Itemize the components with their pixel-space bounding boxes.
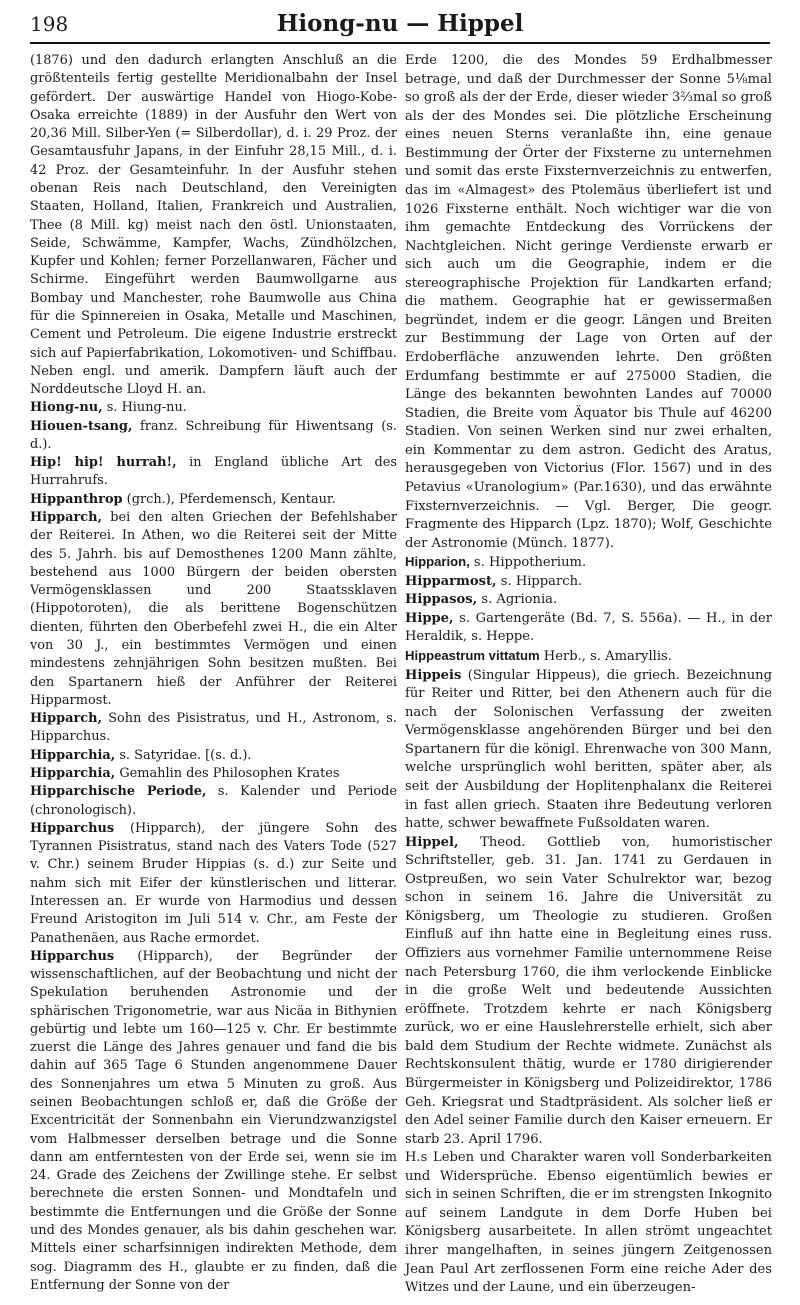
entry-text: (1876) und den dadurch erlangten Anschluß an die größtenteils fertig gestellte Meridionalbahn der Insel gefördert. Der auswärtige Handel von Hiogo-Kobe-Osaka erreichte (1889) in der Ausfuhr den Wert von 20,36 Mill. Silber-Yen (= Silberdollar), d. i. 29 Proz. der Gesamtausfuhr Japans, in der Einfuhr 28,15 Mill., d. i. 42 Proz. der Gesamteinfuhr. In der Ausfuhr stehen obenan Reis nach Deutschland, den Vereinigten Staaten, Holland, Italien, Frankreich und Australien, Thee (8 Mill. kg) meist nach den östl. Unionstaaten, Seide, Schwämme, Kampfer, Wachs, Zündhölzchen, Kupfer und Kohlen; ferner Porzellanwaren, Fächer und Schirme. Eingeführt werden Baumwollgarne aus Bombay und Manchester, rohe Baumwolle aus China für die Spinnereien in Osaka, Metalle und Maschinen, Cement und Petroleum. Die eigene Industrie erstreckt sich auf Papierfabrikation, Lokomotiven- und Schiffbau. Neben engl. und amerik. Dampfern läuft auch der Norddeutsche Lloyd H. an. (30, 53, 397, 398)
dictionary-entry (405, 610, 772, 647)
entry-headword: Hippe, (405, 610, 454, 626)
dictionary-entry (30, 52, 397, 399)
entry-headword: Hipparchia, (30, 765, 116, 781)
dictionary-entry (30, 747, 397, 765)
entry-headword: Hipparion, (405, 554, 470, 570)
entry-text: (Singular Hippeus), die griech. Bezeichnung für Reiter und Ritter, bei den Athenern auch für die nach der Solonischen Verfassung der zweiten Vermögensklasse angehörenden Bürger und bei den Spartanern für die königl. Ehrenwache von 300 Mann, welche ursprünglich wohl beritten, später aber, als seit der Ausbildung der Hoplitenphalanx die Reiterei in fast allen griech. Staaten ihre Bedeutung verloren hatte, schwer bewaffnete Fußsoldaten waren. (405, 667, 772, 832)
entry-headword: Hippasos, (405, 592, 478, 608)
entry-text: Sohn des Pisistratus, und H., Astronom, s. Hipparchus. (30, 711, 397, 745)
left-column (30, 52, 397, 1295)
entry-text: franz. Schreibung für Hiwentsang (s. d.). (30, 418, 397, 452)
dictionary-entry (30, 765, 397, 783)
entry-text: (grch.), Pferdemensch, Kentaur. (122, 491, 336, 507)
dictionary-entry (30, 509, 397, 710)
entry-text: Gemahlin des Philosophen Krates (115, 765, 340, 781)
dictionary-entry (405, 553, 772, 573)
entry-headword: Hippeastrum vittatum (405, 648, 540, 663)
entry-text: s. Gartengeräte (Bd. 7, S. 556a). — H., in der Heraldik, s. Heppe. (405, 610, 772, 645)
entry-text: Theod. Gottlieb von, humoristischer Schriftsteller, geb. 31. Jan. 1741 zu Gerdauen in Ostpreußen, wo sein Vater Schulrektor war, bezog schon in seinem 16. Jahre die Universität zu Königsberg, um Theologie zu studieren. Großen Einfluß auf ihn hatte eine in Begleitung eines russ. Offiziers aus vornehmer Familie unternommene Reise nach Petersburg 1760, die ihm verlockende Einblicke in die große Welt und bedeutende Aussichten eröffnete. Trotzdem kehrte er nach Königsberg zurück, wo er eine Hauslehrerstelle erhielt, sich aber bald dem Studium der Rechte widmete. Zunächst als Rechtskonsulent thätig, wurde er 1780 dirigierender Bürgermeister in Königsberg und Polizeidirektor, 1786 Geh. Kriegsrat und Stadtpräsident. Als solcher ließ er den Adel seiner Familie durch den Kaiser erneuern. Er starb 23. April 1796. (405, 834, 772, 1147)
entry-text: H.s Leben und Charakter waren voll Sonderbarkeiten und Widersprüche. Ebenso eigentümlich bewies er sich in seinen Schriften, die er im strengsten Inkognito auf seinem Landgute in dem Dorfe Huben bei Königsberg ausarbeitete. In allen strömt ungeachtet ihrer mangelhaften, in seines jüngern Zeitgenossen Jean Paul Art zerflossenen Form eine reiche Ader des Witzes und der Laune, und ein überzeugen- (405, 1150, 772, 1296)
dictionary-entry (30, 783, 397, 820)
entry-headword: Hippanthrop (30, 491, 123, 507)
dictionary-entry (405, 667, 772, 834)
entry-headword: Hipparchia, (30, 747, 116, 763)
header-rule (30, 42, 770, 44)
dictionary-entry (405, 834, 772, 1150)
dictionary-entry (30, 948, 397, 1295)
entry-headword: Hippel, (405, 834, 459, 850)
entry-headword: Hipparchus (30, 948, 115, 964)
dictionary-entry (30, 399, 397, 417)
entry-headword: Hipparmost, (405, 573, 497, 589)
dictionary-entry (30, 820, 397, 948)
entry-headword: Hipparchische Periode, (30, 784, 207, 800)
entry-text: s. Hiung-nu. (102, 400, 187, 416)
right-column (405, 52, 772, 1298)
page-number: 198 (30, 12, 69, 36)
entry-text: (Hipparch), der jüngere Sohn des Tyrannen Pisistratus, stand nach des Vaters Tode (527 v. Chr.) seinem Bruder Hippias (s. d.) zur Seite und nahm sich mit Eifer der künstlerischen und litterar. Interessen an. Er wurde von Harmodius und dessen Freund Aristogiton im Juli 514 v. Chr., am Feste der Panathenäen, aus Rache ermordet. (30, 820, 397, 946)
entry-text: Herb., s. Amaryllis. (539, 649, 672, 664)
entry-headword: Hip! hip! hurrah!, (30, 455, 177, 471)
dictionary-entry (405, 52, 772, 553)
entry-headword: Hiong-nu, (30, 400, 103, 416)
entry-text: s. Agrionia. (477, 592, 558, 608)
entry-text: s. Hippotherium. (469, 555, 587, 571)
dictionary-entry (405, 573, 772, 592)
dictionary-entry (30, 710, 397, 747)
entry-headword: Hipparchus (30, 820, 115, 836)
entry-text: bei den alten Griechen der Befehlshaber der Reiterei. In Athen, wo die Reiterei seit der Mitte des 5. Jahrh. bis auf Demosthenes 1200 Mann zählte, bestehend aus 1000 Bürgern der beiden obersten Vermögensklassen und 200 Staatssklaven (Hippotoroten), die als berittene Bogenschützen dienten, führten den Oberbefehl zwei H., die ein Alter von 30 J., ein bestimmtes Vermögen und einen mindestens zehnjährigen Sohn besitzen mußten. Bei den Spartanern hieß der Anführer der Reiterei Hipparmost. (30, 510, 397, 708)
entry-text: s. Kalender und Periode (chronologisch). (30, 784, 397, 818)
page-header (30, 8, 770, 40)
entry-headword: Hippeis (405, 667, 462, 683)
entry-text: Erde 1200, die des Mondes 59 Erdhalbmesser betrage, und daß der Durchmesser der Sonne 5⅛mal so groß als der der Erde, dieser wieder 3⅔mal so groß als der des Mondes sei. Die plötzliche Erscheinung eines neuen Sterns veranlaßte ihn, eine genaue Bestimmung der Örter der Fixsterne zu unternehmen und somit das erste Fixsternverzeichnis zu entwerfen, das im «Almagest» des Ptolemäus überliefert ist und 1026 Fixsterne enthält. Noch wichtiger war die von ihm gemachte Entdeckung des Vorrückens der Nachtgleichen. Nicht geringe Verdienste erwarb er sich auch um die Geographie, indem er die stereographische Projektion für Landkarten erfand; die mathem. Geographie hat er gewissermaßen begründet, indem er die geogr. Längen und Breiten zur Bestimmung der Lage von Orten auf der Erdoberfläche anzuwenden lehrte. Den größten Erdumfang bestimmte er auf 275000 Stadien, die Länge des bekannten bewohnten Landes auf 70000 Stadien, die Breite vom Äquator bis Thule auf 46200 Stadien. Von seinen Werken sind nur zwei erhalten, ein Kommentar zu dem astron. Gedicht des Aratus, herausgegeben von Victorius (Flor. 1567) und in des Petavius «Uranologium» (Par.1630), und das erwähnte Fixsternverzeichnis. — Vgl. Berger, Die geogr. Fragmente des Hipparch (Lpz. 1870); Wolf, Geschichte der Astronomie (Münch. 1877). (405, 53, 772, 551)
entry-text: s. Hipparch. (496, 573, 583, 589)
entry-text: (Hipparch), der Begründer der wissenschaftlichen, auf der Beobachtung und nicht der Spekulation beruhenden Astronomie und der sphärischen Trigonometrie, war aus Nicäa in Bithynien gebürtig und lebte um 160—125 v. Chr. Er bestimmte zuerst die Länge des Jahres genauer und fand die bis dahin auf 365 Tage 6 Stunden angenommene Dauer des Sonnenjahres um etwa 5 Minuten zu groß. Aus seinen Beobachtungen schloß er, daß die Größe der Excentricität der Sonnenbahn ein Vierundzwanzigstel vom Halbmesser derselben betrage und die Sonne dann am entferntesten von der Erde sei, wenn sie im 24. Grade des Zeichens der Zwillinge stehe. Er selbst berechnete die ersten Sonnen- und Mondtafeln und bestimmte die Entfernungen und die Größe der Sonne und des Mondes genauer, als bis dahin geschehen war. Mittels einer scharfsinnigen indirekten Methode, dem sog. Diagramm des H., glaubte er zu finden, daß die Entfernung der Sonne von der (30, 948, 397, 1293)
dictionary-entry (405, 647, 772, 667)
entry-text: in England übliche Art des Hurrahrufs. (30, 455, 397, 489)
dictionary-entry (30, 491, 397, 509)
entry-headword: Hiouen-tsang, (30, 418, 133, 434)
dictionary-entry (30, 418, 397, 455)
dictionary-entry (405, 591, 772, 610)
dictionary-entry (30, 454, 397, 491)
running-head: Hiong-nu — Hippel (276, 10, 524, 37)
entry-headword: Hipparch, (30, 711, 102, 727)
entry-headword: Hipparch, (30, 510, 102, 526)
dictionary-entry (405, 1149, 772, 1298)
entry-text: s. Satyridae. [(s. d.). (115, 747, 252, 763)
